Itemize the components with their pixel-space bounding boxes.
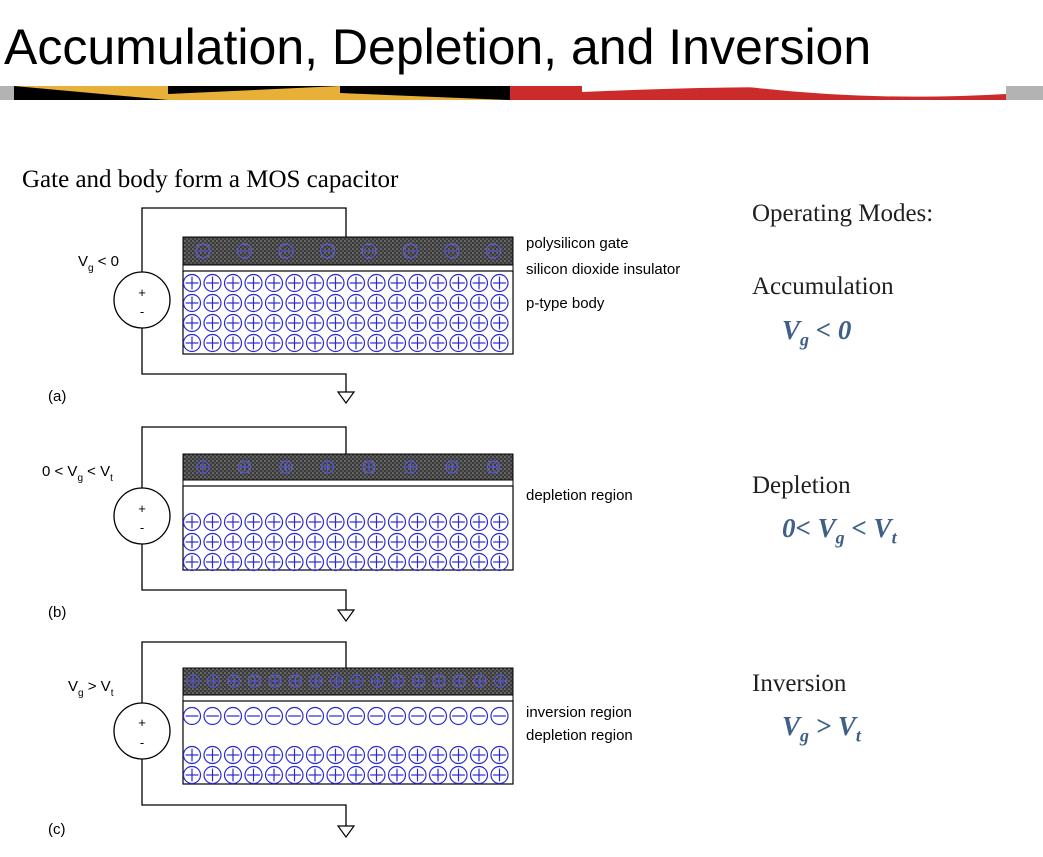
panel-c [48,642,633,838]
hole-positive-charge [184,514,201,531]
hole-positive-charge [225,534,242,551]
panel-c-oxide [183,695,513,701]
hole-positive-charge [348,767,365,784]
hole-positive-charge [225,747,242,764]
hole-positive-charge [204,554,221,571]
hole-positive-charge [184,315,201,332]
hole-positive-charge [245,554,262,571]
hole-positive-charge [348,554,365,571]
hole-positive-charge [286,315,303,332]
hole-positive-charge [368,747,385,764]
hole-positive-charge [389,514,406,531]
hole-positive-charge [368,534,385,551]
panel-a-ground-icon [338,392,354,403]
hole-positive-charge [450,275,467,292]
mode-depletion-name: Depletion [752,472,851,499]
hole-positive-charge [368,295,385,312]
gate-positive-charge [280,461,292,473]
hole-positive-charge [245,747,262,764]
hole-positive-charge [245,767,262,784]
hole-positive-charge [368,514,385,531]
hole-positive-charge [307,275,324,292]
hole-positive-charge [225,767,242,784]
panel-b-ground-icon [338,610,354,621]
panel-c-voltage-source [114,703,170,759]
hole-positive-charge [327,275,344,292]
gate-positive-charge [446,461,458,473]
hole-positive-charge [245,315,262,332]
gate-positive-charge [433,675,445,687]
panel-c-source-minus: - [139,735,145,750]
hole-positive-charge [286,554,303,571]
hole-positive-charge [225,315,242,332]
gate-positive-charge [474,675,486,687]
hole-positive-charge [430,295,447,312]
hole-positive-charge [204,747,221,764]
gate-positive-charge [488,461,500,473]
panel-b-gate [183,454,513,480]
hole-positive-charge [204,514,221,531]
hole-positive-charge [286,275,303,292]
hole-positive-charge [471,275,488,292]
hole-positive-charge [491,315,508,332]
hole-positive-charge [327,514,344,531]
hole-positive-charge [389,554,406,571]
hole-positive-charge [327,747,344,764]
gate-positive-charge [290,675,302,687]
hole-positive-charge [327,554,344,571]
hole-positive-charge [471,295,488,312]
hole-positive-charge [245,335,262,352]
hole-positive-charge [430,514,447,531]
subtitle: Gate and body form a MOS capacitor [22,166,399,193]
hole-positive-charge [225,514,242,531]
mode-inversion-name: Inversion [752,670,847,697]
hole-positive-charge [184,534,201,551]
hole-positive-charge [286,747,303,764]
panel-b [42,427,633,621]
hole-positive-charge [184,747,201,764]
hole-positive-charge [430,315,447,332]
gate-positive-charge [322,461,334,473]
hole-positive-charge [409,275,426,292]
hole-positive-charge [225,295,242,312]
panel-c-voltage-label: $V_g > V_t$ [68,678,114,699]
hole-positive-charge [491,275,508,292]
hole-positive-charge [450,534,467,551]
hole-positive-charge [348,534,365,551]
hole-positive-charge [491,554,508,571]
panel-a-oxide [183,265,513,271]
panel-b-source-minus: - [139,520,145,535]
gate-positive-charge [454,675,466,687]
hole-positive-charge [225,275,242,292]
hole-positive-charge [266,534,283,551]
hole-positive-charge [450,747,467,764]
hole-positive-charge [307,514,324,531]
hole-positive-charge [491,767,508,784]
hole-positive-charge [204,767,221,784]
hole-positive-charge [266,335,283,352]
hole-positive-charge [450,554,467,571]
hole-positive-charge [184,767,201,784]
hole-positive-charge [430,534,447,551]
gate-positive-charge [351,675,363,687]
hole-positive-charge [307,767,324,784]
hole-positive-charge [409,335,426,352]
hole-positive-charge [409,514,426,531]
gate-positive-charge [331,675,343,687]
gate-positive-charge [413,675,425,687]
hole-positive-charge [450,767,467,784]
hole-positive-charge [368,767,385,784]
hole-positive-charge [368,335,385,352]
hole-positive-charge [307,335,324,352]
operating-modes-heading: Operating Modes: [752,200,934,227]
hole-positive-charge [430,275,447,292]
gate-positive-charge [269,675,281,687]
hole-positive-charge [389,275,406,292]
hole-positive-charge [450,295,467,312]
hole-positive-charge [266,315,283,332]
gate-positive-charge [392,675,404,687]
panel-b-voltage-label: $0 < V_g < V_t$ [42,463,113,484]
slide-title: Accumulation, Depletion, and Inversion [4,19,872,75]
hole-positive-charge [409,295,426,312]
hole-positive-charge [204,275,221,292]
hole-positive-charge [266,554,283,571]
panel-b-source-plus: + [138,501,146,516]
mode-accumulation-condition: $V_g < 0$ [782,315,852,350]
panel-c-source-plus: + [138,715,146,730]
hole-positive-charge [184,554,201,571]
hole-positive-charge [389,335,406,352]
panel-a-voltage-label: $V_g < 0$ [78,253,120,274]
panel-c-letter: (c) [48,821,66,838]
hole-positive-charge [471,534,488,551]
hole-positive-charge [327,295,344,312]
hole-positive-charge [184,335,201,352]
hole-positive-charge [307,554,324,571]
hole-positive-charge [471,554,488,571]
hole-positive-charge [204,295,221,312]
hole-positive-charge [389,747,406,764]
hole-positive-charge [225,554,242,571]
hole-positive-charge [409,767,426,784]
hole-positive-charge [307,315,324,332]
hole-positive-charge [307,747,324,764]
hole-positive-charge [409,534,426,551]
gate-positive-charge [208,675,220,687]
hole-positive-charge [266,767,283,784]
label-depletion-region-c: depletion region [526,727,633,744]
hole-positive-charge [184,295,201,312]
hole-positive-charge [204,534,221,551]
hole-positive-charge [471,315,488,332]
hole-positive-charge [245,514,262,531]
hole-positive-charge [327,767,344,784]
hole-positive-charge [471,335,488,352]
hole-positive-charge [450,514,467,531]
hole-positive-charge [184,275,201,292]
hole-positive-charge [389,767,406,784]
hole-positive-charge [266,295,283,312]
label-silicon-dioxide-insulator: silicon dioxide insulator [526,261,681,278]
hole-positive-charge [266,514,283,531]
panel-a-letter: (a) [48,388,67,405]
gate-positive-charge [363,461,375,473]
hole-positive-charge [204,335,221,352]
hole-positive-charge [348,514,365,531]
hole-positive-charge [491,747,508,764]
hole-positive-charge [450,315,467,332]
panel-b-voltage-source [114,488,170,544]
hole-positive-charge [491,295,508,312]
mode-accumulation-name: Accumulation [752,273,894,300]
label-polysilicon-gate: polysilicon gate [526,235,629,252]
gate-positive-charge [310,675,322,687]
hole-positive-charge [409,554,426,571]
hole-positive-charge [286,335,303,352]
hole-positive-charge [286,534,303,551]
panel-a-source-minus: - [139,304,145,319]
hole-positive-charge [348,275,365,292]
hole-positive-charge [409,747,426,764]
hole-positive-charge [225,335,242,352]
hole-positive-charge [327,315,344,332]
hole-positive-charge [327,534,344,551]
label-p-type-body: p-type body [526,295,605,312]
hole-positive-charge [286,295,303,312]
gate-positive-charge [495,675,507,687]
hole-positive-charge [471,767,488,784]
hole-positive-charge [409,315,426,332]
gate-positive-charge [228,675,240,687]
hole-positive-charge [245,534,262,551]
hole-positive-charge [266,747,283,764]
panel-a-gate [183,237,513,265]
hole-positive-charge [307,295,324,312]
panel-a-source-plus: + [138,285,146,300]
hole-positive-charge [471,514,488,531]
hole-positive-charge [491,514,508,531]
label-inversion-region: inversion region [526,704,632,721]
hole-positive-charge [430,554,447,571]
hole-positive-charge [389,315,406,332]
hole-positive-charge [327,335,344,352]
panel-c-ground-icon [338,826,354,837]
hole-positive-charge [450,335,467,352]
hole-positive-charge [430,747,447,764]
hole-positive-charge [368,275,385,292]
mode-depletion-condition: $0< V_g < V_t$ [782,513,897,548]
hole-positive-charge [348,747,365,764]
hole-positive-charge [368,315,385,332]
panel-a-voltage-source [114,272,170,328]
hole-positive-charge [348,295,365,312]
panel-b-letter: (b) [48,604,67,621]
label-depletion-region-b: depletion region [526,487,633,504]
hole-positive-charge [348,335,365,352]
panel-a [48,208,680,405]
hole-positive-charge [245,275,262,292]
hole-positive-charge [348,315,365,332]
hole-positive-charge [204,315,221,332]
hole-positive-charge [491,335,508,352]
gate-positive-charge [197,461,209,473]
gate-positive-charge [239,461,251,473]
hole-positive-charge [368,554,385,571]
hole-positive-charge [430,335,447,352]
panel-b-oxide [183,480,513,486]
hole-positive-charge [389,534,406,551]
gate-positive-charge [372,675,384,687]
hole-positive-charge [286,767,303,784]
hole-positive-charge [307,534,324,551]
hole-positive-charge [245,295,262,312]
hole-positive-charge [286,514,303,531]
hole-positive-charge [389,295,406,312]
hole-positive-charge [430,767,447,784]
gate-positive-charge [405,461,417,473]
mode-inversion-condition: $V_g > V_t$ [782,711,861,746]
hole-positive-charge [471,747,488,764]
gate-positive-charge [249,675,261,687]
hole-positive-charge [266,275,283,292]
hole-positive-charge [491,534,508,551]
gate-positive-charge [187,675,199,687]
